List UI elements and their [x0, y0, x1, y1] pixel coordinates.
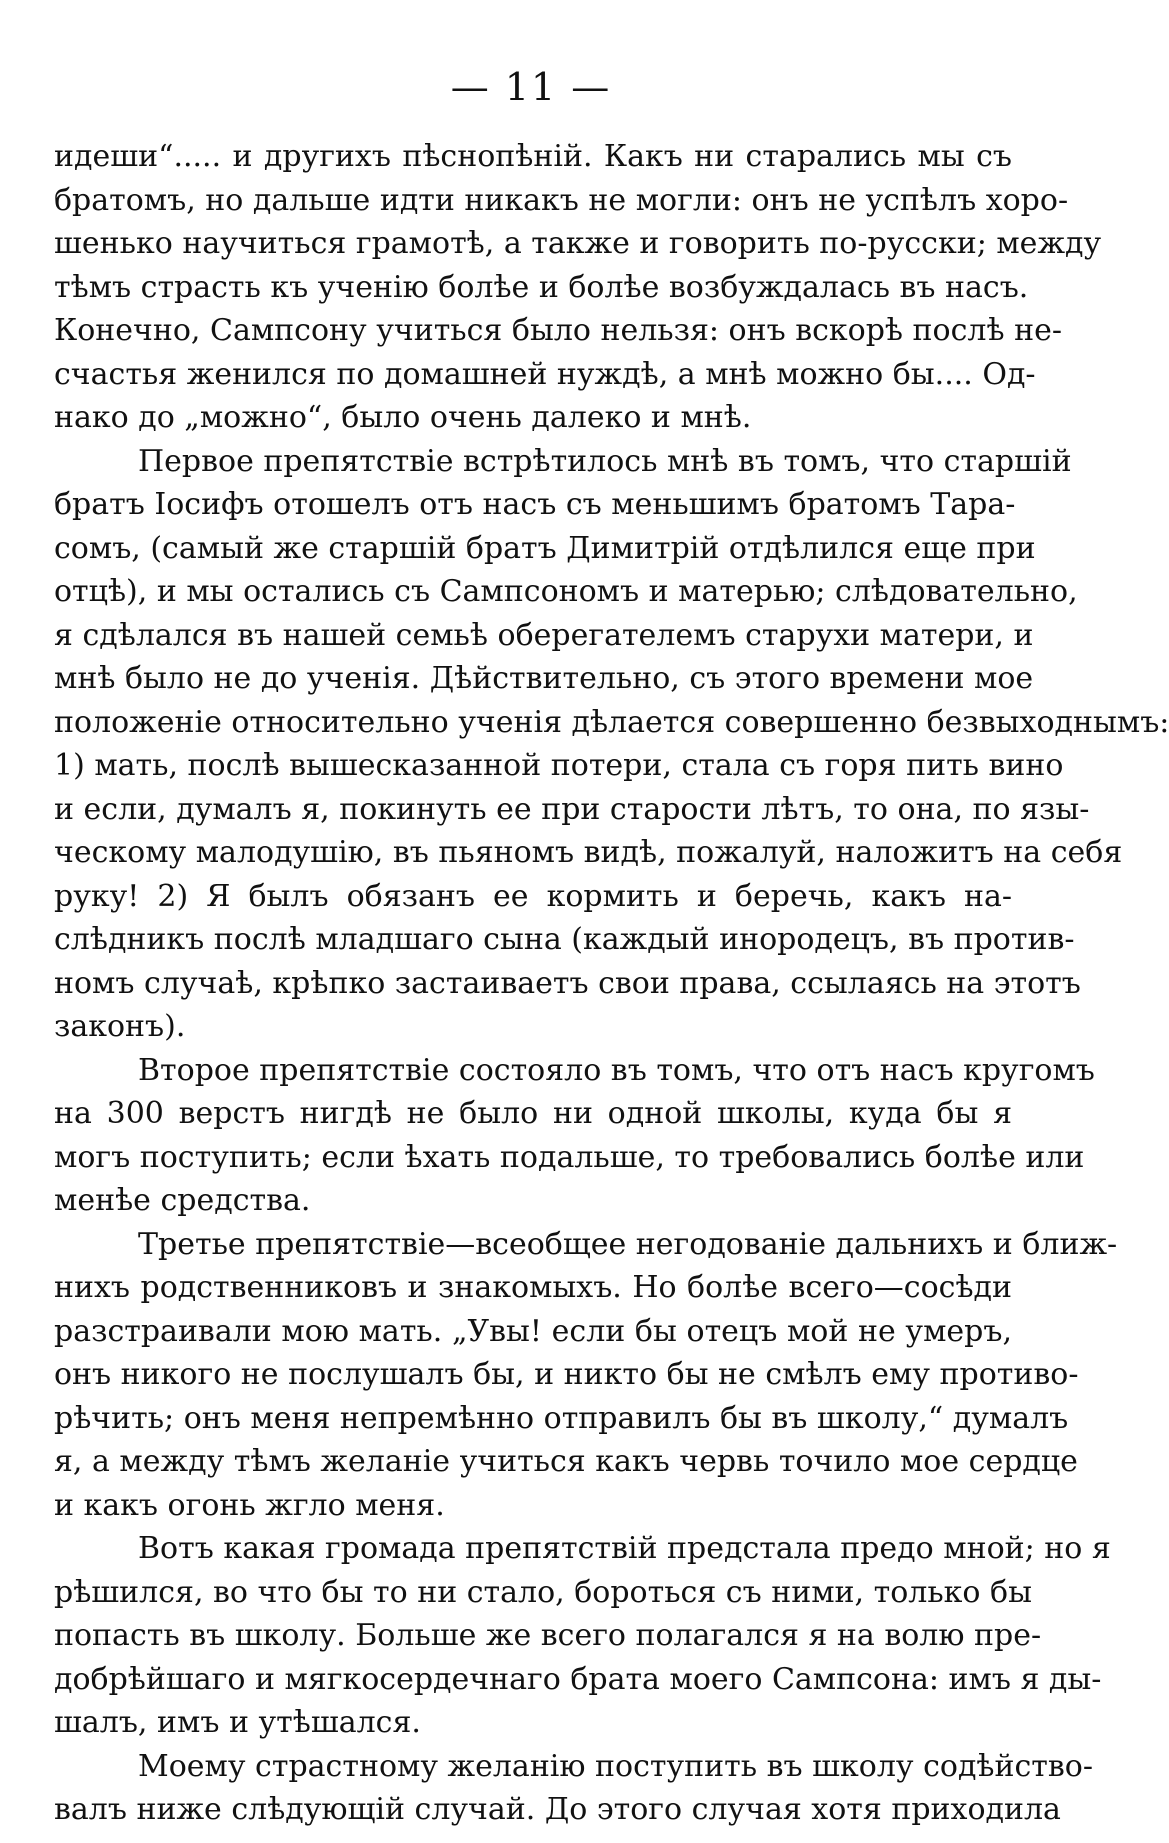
text-line: братъ Іосифъ отошелъ отъ насъ съ меньшимъ братомъ Тара-	[54, 487, 1016, 522]
paragraph-first-line: Первое препятствіе встрѣтилось мнѣ въ томъ, что старшій	[138, 443, 1072, 479]
text-line: менѣе средства.	[54, 1183, 311, 1218]
text-line: валъ ниже слѣдующій случай. До этого случая хотя приходила	[54, 1792, 1061, 1827]
text-line: попасть въ школу. Больше же всего полагался я на волю пре-	[54, 1618, 1042, 1653]
text-line: руку! 2) Я былъ обязанъ ее кормить и беречь, какъ на-	[54, 878, 1012, 914]
text-line: счастья женился по домашней нуждѣ, а мнѣ можно бы.... Од-	[54, 356, 1036, 392]
text-line: 1) мать, послѣ вышесказанной потери, стала съ горя пить вино	[54, 748, 1064, 783]
text-line: я сдѣлался въ нашей семьѣ оберегателемъ старухи матери, и	[54, 617, 1034, 653]
text-line: мнѣ было не до ученія. Дѣйствительно, съ этого времени мое	[54, 661, 1034, 696]
text-line: Конечно, Сампсону учиться было нельзя: онъ вскорѣ послѣ не-	[54, 313, 1062, 348]
text-line: шенько научиться грамотѣ, а также и говорить по-русски; между	[54, 226, 1102, 261]
text-line: могъ поступить; если ѣхать подальше, то требовались болѣе или	[54, 1139, 1085, 1175]
paragraph-first-line: Вотъ какая громада препятствій предстала предо мной; но я	[138, 1531, 1111, 1566]
text-line: рѣшился, во что бы то ни стало, бороться съ ними, только бы	[54, 1574, 1032, 1610]
text-line: слѣдникъ послѣ младшаго сына (каждый инородецъ, въ против-	[54, 922, 1075, 957]
text-line: разстраивали мою мать. „Увы! если бы отецъ мой не умеръ,	[54, 1313, 1012, 1349]
text-line: нихъ родственниковъ и знакомыхъ. Но болѣе всего—сосѣди	[54, 1270, 1012, 1305]
text-line: ческому малодушію, въ пьяномъ видѣ, пожалуй, наложитъ на себя	[54, 835, 1123, 870]
paragraph-first-line: Третье препятствіе—всеобщее негодованіе дальнихъ и ближ-	[138, 1226, 1118, 1262]
text-line: я, а между тѣмъ желаніе учиться какъ червь точило мое сердце	[54, 1444, 1078, 1479]
text-line: онъ никого не послушалъ бы, и никто бы не смѣлъ ему противо-	[54, 1357, 1079, 1392]
text-line: и если, думалъ я, покинуть ее при старости лѣтъ, то она, по язы-	[54, 791, 1090, 827]
text-line: идеши“..... и другихъ пѣснопѣній. Какъ ни старались мы съ	[54, 139, 1012, 174]
paragraph-first-line: Второе препятствіе состояло въ томъ, что отъ насъ кругомъ	[138, 1052, 1095, 1088]
body-text	[54, 135, 1169, 1832]
text-line: тѣмъ страсть къ ученію болѣе и болѣе возбуждалась въ насъ.	[54, 269, 1029, 305]
text-line: сомъ, (самый же старшій братъ Димитрій отдѣлился еще при	[54, 530, 1036, 566]
paragraph-first-line: Моему страстному желанію поступить въ школу содѣйство-	[138, 1748, 1093, 1784]
text-line: добрѣйшаго и мягкосердечнаго брата моего Сампсона: имъ я ды-	[54, 1661, 1102, 1697]
text-line: братомъ, но дальше идти никакъ не могли: онъ не успѣлъ хоро-	[54, 182, 1069, 218]
text-line: и какъ огонь жгло меня.	[54, 1487, 445, 1523]
text-line: рѣчить; онъ меня непремѣнно отправилъ бы въ школу,“ думалъ	[54, 1400, 1069, 1436]
text-line: номъ случаѣ, крѣпко застаиваетъ свои права, ссылаясь на этотъ	[54, 965, 1081, 1001]
text-line: нако до „можно“, было очень далеко и мнѣ.	[54, 400, 752, 435]
text-line: отцѣ), и мы остались съ Сампсономъ и матерью; слѣдовательно,	[54, 574, 1078, 609]
text-line: на 300 верстъ нигдѣ не было ни одной школы, куда бы я	[54, 1096, 1012, 1131]
text-line: шалъ, имъ и утѣшался.	[54, 1705, 421, 1740]
page-number: — 11 —	[450, 65, 612, 109]
text-line: положеніе относительно ученія дѣлается совершенно безвыходнымъ:	[54, 704, 1169, 740]
text-line: законъ).	[54, 1009, 186, 1044]
